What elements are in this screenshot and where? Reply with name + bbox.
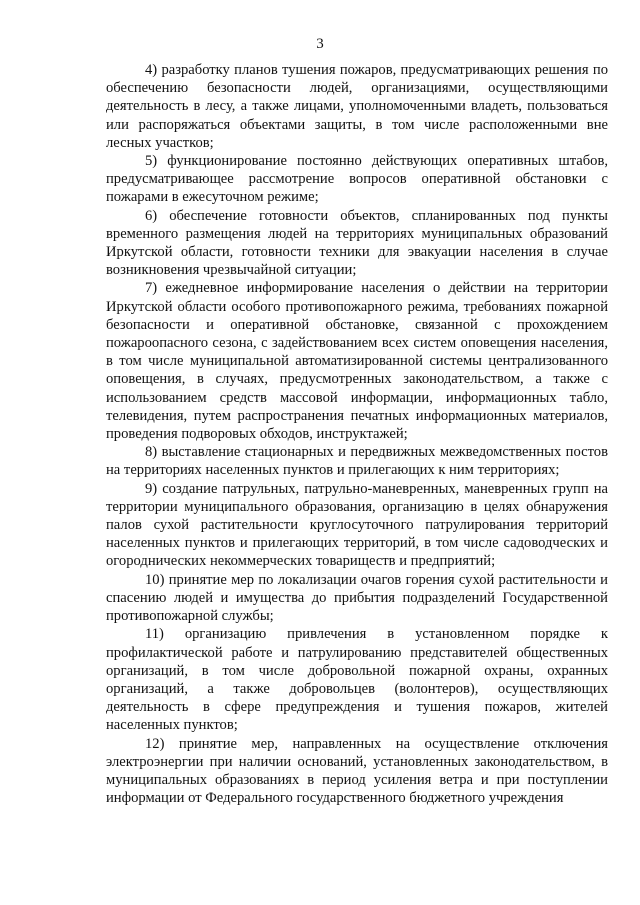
page-number: 3 xyxy=(316,36,324,52)
paragraph-item-10: 10) принятие мер по локализации очагов горения сухой растительности и спасению людей и имущества до прибытия подразделений Государственной противопожарной службы; xyxy=(106,571,608,625)
paragraph-item-7: 7) ежедневное информирование населения о действии на территории Иркутской области особого противопожарного режима, требованиях пожарной безопасности и оперативной обстановке, связанной с прохождением пожароопасного сезона, с задействованием всех систем оповещения населения, в том числе муниципальной автоматизированной системы централизованного оповещения, в случаях, предусмотренных законодательством, а также с использованием средств массовой информации, информационных табло, телевидения, путем распространения печатных информационных материалов, проведения подворовых обходов, инструктажей; xyxy=(106,280,608,443)
paragraph-item-9: 9) создание патрульных, патрульно-маневренных, маневренных групп на территории муниципального образования, организацию в целях обнаружения палов сухой растительности круглосуточного патрулирования территорий населенных пунктов и прилегающих территорий, в том числе садоводческих и огороднических некоммерческих товариществ и предприятий; xyxy=(106,480,608,570)
document-body xyxy=(106,61,608,807)
paragraph-item-12: 12) принятие мер, направленных на осуществление отключения электроэнергии при наличии оснований, установленных законодательством, в муниципальных образованиях в период усиления ветра и при поступлении информации от Федерального государственного бюджетного учреждения xyxy=(106,735,608,807)
paragraph-item-8: 8) выставление стационарных и передвижных межведомственных постов на территориях населенных пунктов и прилегающих к ним территориях; xyxy=(106,444,608,479)
paragraph-item-5: 5) функционирование постоянно действующих оперативных штабов, предусматривающее рассмотрение вопросов оперативной обстановки с пожарами в ежесуточном режиме; xyxy=(106,153,608,206)
paragraph-item-6: 6) обеспечение готовности объектов, спланированных под пункты временного размещения людей на территориях муниципальных образований Иркутской области, готовности техники для эвакуации населения в случае возникновения чрезвычайной ситуации; xyxy=(106,207,608,279)
paragraph-item-11: 11) организацию привлечения в установленном порядке к профилактической работе и патрулированию представителей общественных организаций, в том числе добровольной пожарной охраны, охранных организаций, а также добровольцев (волонтеров), осуществляющих деятельность в сфере предупреждения и тушения пожаров, жителей населенных пунктов; xyxy=(106,626,608,734)
paragraph-item-4: 4) разработку планов тушения пожаров, предусматривающих решения по обеспечению безопасности людей, организациями, осуществляющими деятельность в лесу, а также лицами, уполномоченными владеть, пользоваться или распоряжаться объектами защиты, в том числе расположенными вне лесных участков; xyxy=(106,62,608,151)
